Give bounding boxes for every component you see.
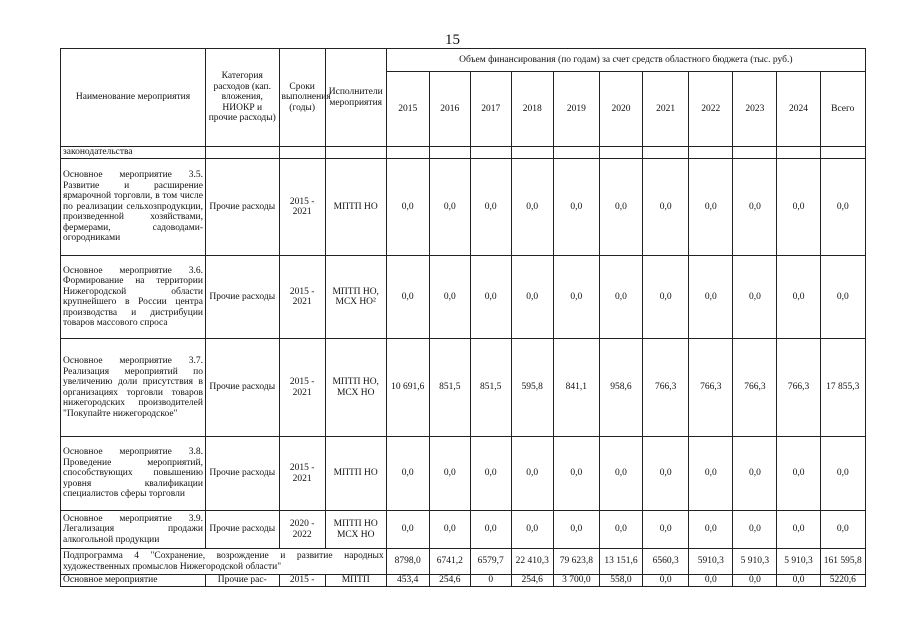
value-cell: 8798,0 bbox=[386, 549, 429, 575]
value-cell: 0,0 bbox=[777, 256, 820, 339]
header-funding: Объем финансирования (по годам) за счет средств областного бюджета (тыс. руб.) bbox=[386, 49, 865, 72]
value-cell: 0 bbox=[470, 575, 511, 587]
value-cell: 5 910,3 bbox=[777, 549, 820, 575]
value-cell: 0,0 bbox=[777, 575, 820, 587]
total-cell: 0,0 bbox=[820, 437, 865, 511]
value-cell: 0,0 bbox=[429, 159, 470, 256]
year-header: 2022 bbox=[689, 72, 733, 147]
executors: МПТП НО МСХ НО bbox=[325, 511, 386, 549]
measure-name: Основное мероприятие 3.5. Развитие и расширение ярмарочной торговли, в том числе по реализации сельхозпродукции, произведенной хозяйствами, фермерами, садоводами-огородниками bbox=[61, 159, 206, 256]
value-cell: 0,0 bbox=[689, 256, 733, 339]
empty-cell bbox=[511, 147, 553, 159]
value-cell: 0,0 bbox=[777, 437, 820, 511]
value-cell: 0,0 bbox=[777, 159, 820, 256]
value-cell: 22 410,3 bbox=[511, 549, 553, 575]
value-cell: 0,0 bbox=[553, 256, 599, 339]
expense-category: Прочие расходы bbox=[205, 437, 279, 511]
measure-name: Основное мероприятие 3.7. Реализация мероприятий по увеличению доли присутствия в организациях торговли товаров нижегородских производителей "Покупайте нижегородское" bbox=[61, 339, 206, 437]
value-cell: 0,0 bbox=[599, 256, 642, 339]
value-cell: 0,0 bbox=[733, 256, 777, 339]
value-cell: 0,0 bbox=[386, 511, 429, 549]
value-cell: 0,0 bbox=[689, 159, 733, 256]
value-cell: 0,0 bbox=[643, 437, 689, 511]
year-header: 2021 bbox=[643, 72, 689, 147]
value-cell: 0,0 bbox=[553, 159, 599, 256]
executors: МПТП НО bbox=[325, 437, 386, 511]
total-cell: 0,0 bbox=[820, 256, 865, 339]
value-cell: 766,3 bbox=[689, 339, 733, 437]
header-terms: Сроки выполнения (годы) bbox=[279, 49, 325, 147]
empty-cell bbox=[279, 147, 325, 159]
value-cell: 0,0 bbox=[386, 159, 429, 256]
value-cell: 766,3 bbox=[643, 339, 689, 437]
total-cell: 161 595,8 bbox=[820, 549, 865, 575]
value-cell: 79 623,8 bbox=[553, 549, 599, 575]
value-cell: 0,0 bbox=[470, 511, 511, 549]
value-cell: 13 151,6 bbox=[599, 549, 642, 575]
terms: 2015 - 2021 bbox=[279, 256, 325, 339]
value-cell: 766,3 bbox=[777, 339, 820, 437]
value-cell: 0,0 bbox=[470, 437, 511, 511]
value-cell: 0,0 bbox=[599, 437, 642, 511]
value-cell: 841,1 bbox=[553, 339, 599, 437]
total-cell: 0,0 bbox=[820, 159, 865, 256]
value-cell: 0,0 bbox=[386, 437, 429, 511]
value-cell: 0,0 bbox=[689, 511, 733, 549]
value-cell: 6741,2 bbox=[429, 549, 470, 575]
subprogram-row bbox=[61, 549, 866, 575]
value-cell: 0,0 bbox=[689, 437, 733, 511]
value-cell: 595,8 bbox=[511, 339, 553, 437]
total-header: Всего bbox=[820, 72, 865, 147]
value-cell: 766,3 bbox=[733, 339, 777, 437]
value-cell: 0,0 bbox=[733, 575, 777, 587]
value-cell: 453,4 bbox=[386, 575, 429, 587]
value-cell: 0,0 bbox=[470, 159, 511, 256]
year-header: 2018 bbox=[511, 72, 553, 147]
terms: 2015 - 2021 bbox=[279, 339, 325, 437]
executors: МПТП НО, МСХ НО² bbox=[325, 256, 386, 339]
value-cell: 0,0 bbox=[553, 437, 599, 511]
value-cell: 0,0 bbox=[511, 159, 553, 256]
year-header: 2017 bbox=[470, 72, 511, 147]
expense-category: Прочие расходы bbox=[205, 339, 279, 437]
empty-cell bbox=[205, 147, 279, 159]
year-header: 2024 bbox=[777, 72, 820, 147]
empty-cell bbox=[820, 147, 865, 159]
value-cell: 558,0 bbox=[599, 575, 642, 587]
value-cell: 958,6 bbox=[599, 339, 642, 437]
terms: 2015 - 2021 bbox=[279, 159, 325, 256]
value-cell: 0,0 bbox=[511, 437, 553, 511]
value-cell: 0,0 bbox=[777, 511, 820, 549]
empty-cell bbox=[325, 147, 386, 159]
value-cell: 0,0 bbox=[599, 511, 642, 549]
table-header-row bbox=[61, 49, 866, 72]
empty-cell bbox=[386, 147, 429, 159]
empty-cell bbox=[777, 147, 820, 159]
year-header: 2015 bbox=[386, 72, 429, 147]
terms: 2015 - 2021 bbox=[279, 437, 325, 511]
executors: МПТП НО, МСХ НО bbox=[325, 339, 386, 437]
value-cell: 0,0 bbox=[511, 256, 553, 339]
funding-table bbox=[60, 48, 866, 587]
year-header: 2020 bbox=[599, 72, 642, 147]
table-row bbox=[61, 511, 866, 549]
value-cell: 6579,7 bbox=[470, 549, 511, 575]
value-cell: 10 691,6 bbox=[386, 339, 429, 437]
value-cell: 0,0 bbox=[599, 159, 642, 256]
value-cell: 6560,3 bbox=[643, 549, 689, 575]
expense-category: Прочие расходы bbox=[205, 159, 279, 256]
value-cell: 5 910,3 bbox=[733, 549, 777, 575]
value-cell: 254,6 bbox=[511, 575, 553, 587]
value-cell: 0,0 bbox=[733, 159, 777, 256]
empty-cell bbox=[689, 147, 733, 159]
value-cell: 0,0 bbox=[386, 256, 429, 339]
measure-name: Основное мероприятие 3.6. Формирование на территории Нижегородской области крупнейшего в России центра производства и дистрибуции товаров массового спроса bbox=[61, 256, 206, 339]
value-cell: 0,0 bbox=[511, 511, 553, 549]
empty-cell bbox=[733, 147, 777, 159]
table-row bbox=[61, 159, 866, 256]
empty-cell bbox=[470, 147, 511, 159]
value-cell: 3 700,0 bbox=[553, 575, 599, 587]
value-cell: 0,0 bbox=[429, 437, 470, 511]
value-cell: 0,0 bbox=[429, 256, 470, 339]
year-header: 2019 bbox=[553, 72, 599, 147]
expense-category: Прочие расходы bbox=[205, 511, 279, 549]
year-header: 2016 bbox=[429, 72, 470, 147]
executors: МПТП НО bbox=[325, 159, 386, 256]
value-cell: 0,0 bbox=[470, 256, 511, 339]
empty-cell bbox=[599, 147, 642, 159]
value-cell: 851,5 bbox=[470, 339, 511, 437]
total-cell: 5220,6 bbox=[820, 575, 865, 587]
value-cell: 5910,3 bbox=[689, 549, 733, 575]
expense-category: Прочие рас- bbox=[205, 575, 279, 587]
value-cell: 0,0 bbox=[733, 437, 777, 511]
header-executors: Исполнители мероприятия bbox=[325, 49, 386, 147]
terms: 2020 - 2022 bbox=[279, 511, 325, 549]
empty-cell bbox=[643, 147, 689, 159]
table-row bbox=[61, 147, 866, 159]
value-cell: 0,0 bbox=[643, 511, 689, 549]
measure-name: Основное мероприятие 3.8. Проведение мероприятий, способствующих повышению уровня квалификации специалистов сферы торговли bbox=[61, 437, 206, 511]
continuation-text: законодательства bbox=[61, 147, 206, 159]
value-cell: 0,0 bbox=[429, 511, 470, 549]
value-cell: 0,0 bbox=[733, 511, 777, 549]
table-row bbox=[61, 256, 866, 339]
table-row bbox=[61, 575, 866, 587]
executors: МПТП bbox=[325, 575, 386, 587]
table-row bbox=[61, 437, 866, 511]
value-cell: 851,5 bbox=[429, 339, 470, 437]
empty-cell bbox=[429, 147, 470, 159]
total-cell: 17 855,3 bbox=[820, 339, 865, 437]
value-cell: 0,0 bbox=[643, 256, 689, 339]
value-cell: 0,0 bbox=[689, 575, 733, 587]
value-cell: 0,0 bbox=[643, 159, 689, 256]
empty-cell bbox=[553, 147, 599, 159]
value-cell: 0,0 bbox=[553, 511, 599, 549]
table-row bbox=[61, 339, 866, 437]
measure-name: Основное мероприятие 3.9. Легализация продажи алкогольной продукции bbox=[61, 511, 206, 549]
year-header: 2023 bbox=[733, 72, 777, 147]
page-number: 15 bbox=[445, 32, 460, 48]
value-cell: 254,6 bbox=[429, 575, 470, 587]
measure-name: Основное мероприятие bbox=[61, 575, 206, 587]
subprogram-title: Подпрограмма 4 "Сохранение, возрождение и развитие народных художественных промыслов Нижегородской области" bbox=[61, 549, 387, 575]
value-cell: 0,0 bbox=[643, 575, 689, 587]
total-cell: 0,0 bbox=[820, 511, 865, 549]
expense-category: Прочие расходы bbox=[205, 256, 279, 339]
terms: 2015 - bbox=[279, 575, 325, 587]
header-name: Наименование мероприятия bbox=[61, 49, 206, 147]
header-category: Категория расходов (кап. вложения, НИОКР и прочие расходы) bbox=[205, 49, 279, 147]
